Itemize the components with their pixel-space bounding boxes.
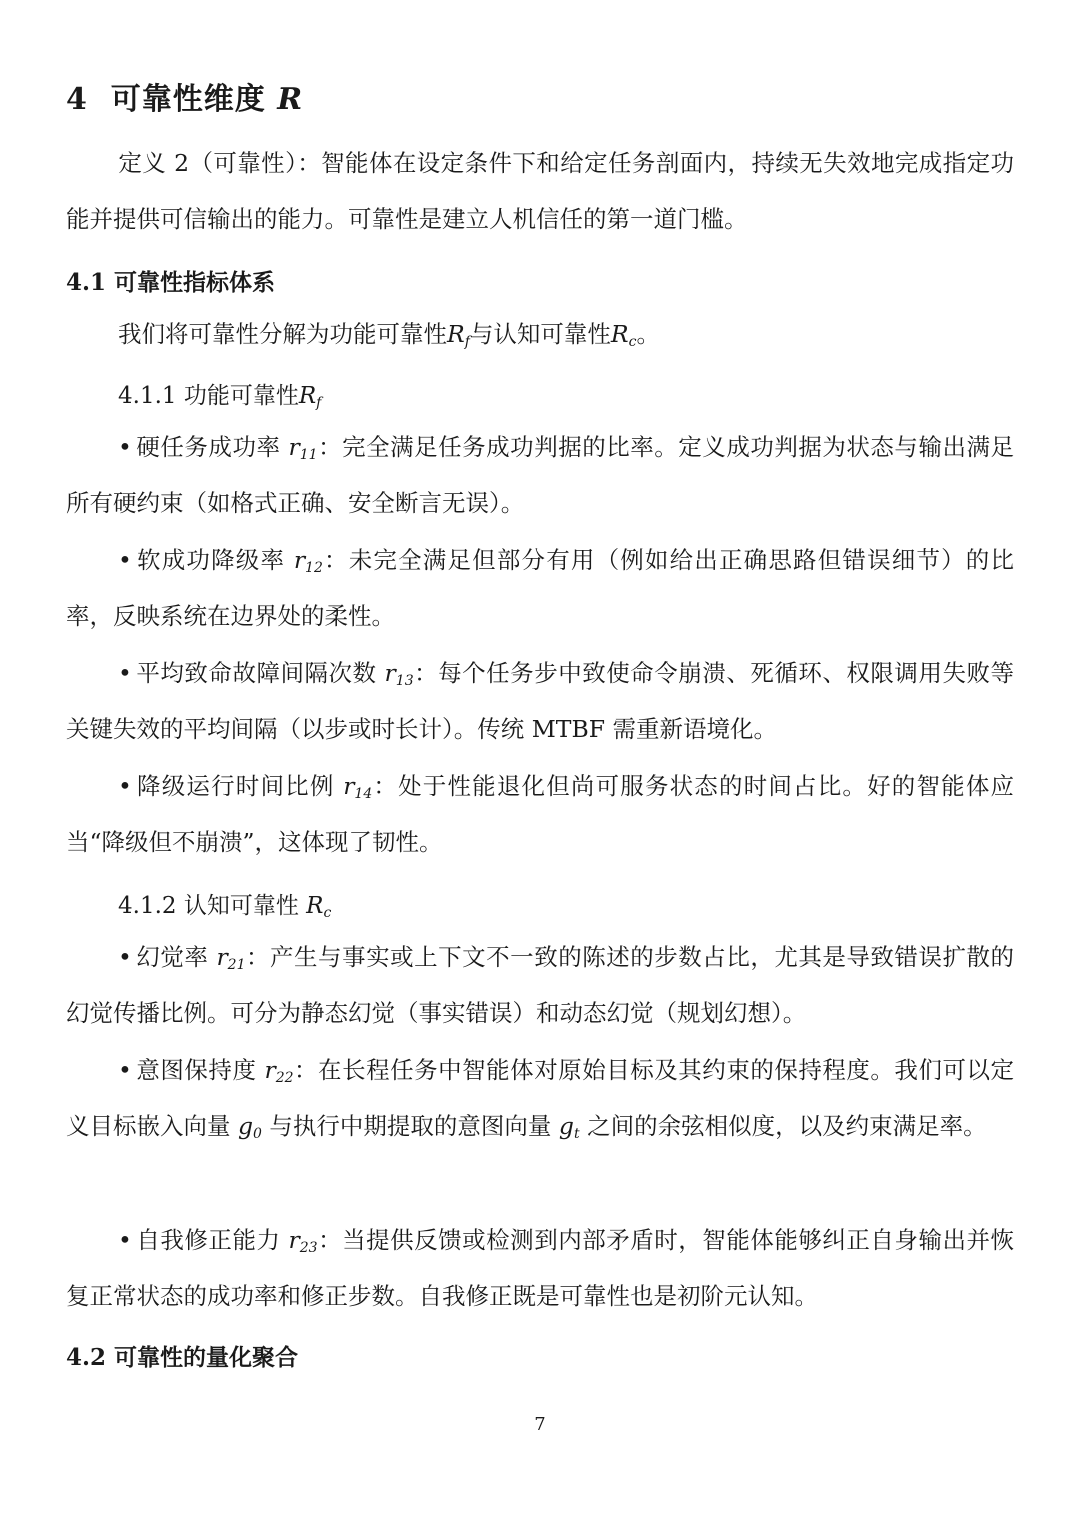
item-variable: $r_{14}$ bbox=[343, 772, 373, 802]
subsection-4-1-2-label: 4.1.2 认知可靠性 bbox=[118, 893, 307, 919]
item-text: ：每个任务步中致使命令崩溃、死循环、权限调用失败等关键失效的平均间隔（以步或时长计）。传统 MTBF 需重新语境化。 bbox=[66, 659, 1014, 743]
subsection-4-1-1-heading bbox=[118, 377, 321, 410]
item-text: ：完全满足任务成功判据的比率。定义成功判据为状态与输出满足所有硬约束（如格式正确、安全断言无误）。 bbox=[66, 433, 1014, 517]
symbol-rc-heading: $R_c$ bbox=[306, 893, 332, 921]
bullet-icon: • bbox=[118, 1226, 132, 1254]
item-text-c: 之间的余弦相似度，以及约束满足率。 bbox=[579, 1112, 987, 1140]
item-label: 降级运行时间比例 bbox=[135, 772, 344, 800]
item-text: ：处于性能退化但尚可服务状态的时间占比。好的智能体应当“降级但不崩溃”，这体现了韧性。 bbox=[66, 772, 1015, 856]
bullet-icon: • bbox=[118, 943, 132, 971]
bullet-icon: • bbox=[118, 546, 132, 574]
section-number: 4 bbox=[66, 82, 88, 117]
item-label: 平均致命故障间隔次数 bbox=[135, 659, 385, 687]
list-item-r23 bbox=[66, 1212, 1014, 1324]
item-variable: $r_{21}$ bbox=[216, 943, 246, 973]
symbol-rf: $R_f$ bbox=[447, 320, 470, 350]
page-number: 7 bbox=[534, 1414, 546, 1435]
item-variable: $r_{11}$ bbox=[288, 433, 318, 463]
definition-line1: 定义 2（可靠性）：智能体在设定条件下和给定任务剖面内，持续无失效地完成指 bbox=[118, 149, 967, 177]
intro-text-a: 我们将可靠性分解为功能可靠性 bbox=[118, 320, 447, 348]
item-text: ：当提供反馈或检测到内部矛盾时，智能体能够纠正自身输出并恢复正常状态的成功率和修正步数。自我修正既是可靠性也是初阶元认知。 bbox=[66, 1226, 1014, 1310]
item-variable: $r_{22}$ bbox=[264, 1056, 294, 1086]
intro-text-b: 与认知可靠性 bbox=[469, 320, 611, 348]
item-label: 自我修正能力 bbox=[135, 1226, 289, 1254]
subsection-4-1-intro bbox=[66, 306, 1014, 362]
list-item-r21 bbox=[66, 929, 1014, 1041]
list-item-r13 bbox=[66, 645, 1014, 757]
intro-text-c: 。 bbox=[636, 320, 660, 348]
subsection-4-1-heading: 4.1 可靠性指标体系 bbox=[66, 269, 276, 296]
section-heading bbox=[66, 74, 303, 118]
list-item-r12 bbox=[66, 532, 1014, 644]
bullet-icon: • bbox=[118, 772, 132, 800]
item-text-b: 与执行中期提取的意图向量 bbox=[261, 1112, 559, 1140]
subsection-4-1-1-label: 4.1.1 功能可靠性 bbox=[118, 383, 299, 409]
section-symbol: R bbox=[277, 82, 304, 117]
subsection-4-2-heading: 4.2 可靠性的量化聚合 bbox=[66, 1344, 299, 1371]
item-text-a: ：在长程任务中智能体对原始目标及其约束的保持程度。我们可以定义目标嵌入向量 bbox=[66, 1056, 1014, 1140]
vector-gt: $g_t$ bbox=[558, 1112, 580, 1142]
item-variable: $r_{23}$ bbox=[288, 1226, 318, 1256]
subsection-4-1-2-heading bbox=[118, 887, 331, 920]
item-label: 幻觉率 bbox=[135, 943, 217, 971]
symbol-rf-heading: $R_f$ bbox=[298, 383, 322, 411]
item-label: 软成功降级率 bbox=[135, 546, 294, 574]
item-variable: $r_{12}$ bbox=[293, 546, 323, 576]
item-variable: $r_{13}$ bbox=[384, 659, 414, 689]
item-text: ：未完全满足但部分有用（例如给出正确思路但错误细节）的比率，反映系统在边界处的柔性。 bbox=[66, 546, 1014, 630]
bullet-icon: • bbox=[118, 1056, 132, 1084]
item-label: 硬任务成功率 bbox=[135, 433, 289, 461]
bullet-icon: • bbox=[118, 659, 132, 687]
symbol-rc: $R_c$ bbox=[610, 320, 637, 350]
definition-line2: 定功能并提供可信输出的能力。可靠性是建立人机信任的第一道门槛。 bbox=[66, 149, 1014, 233]
item-label: 意图保持度 bbox=[135, 1056, 265, 1084]
list-item-r11 bbox=[66, 419, 1014, 531]
list-item-r14 bbox=[66, 758, 1014, 870]
vector-g0: $g_0$ bbox=[237, 1112, 262, 1142]
definition-paragraph bbox=[66, 135, 1014, 247]
item-text: ：产生与事实或上下文不一致的陈述的步数占比，尤其是导致错误扩散的幻觉传播比例。可分为静态幻觉（事实错误）和动态幻觉（规划幻想）。 bbox=[66, 943, 1014, 1027]
bullet-icon: • bbox=[118, 433, 132, 461]
section-title: 可靠性维度 bbox=[110, 82, 266, 117]
list-item-r22 bbox=[66, 1042, 1014, 1154]
